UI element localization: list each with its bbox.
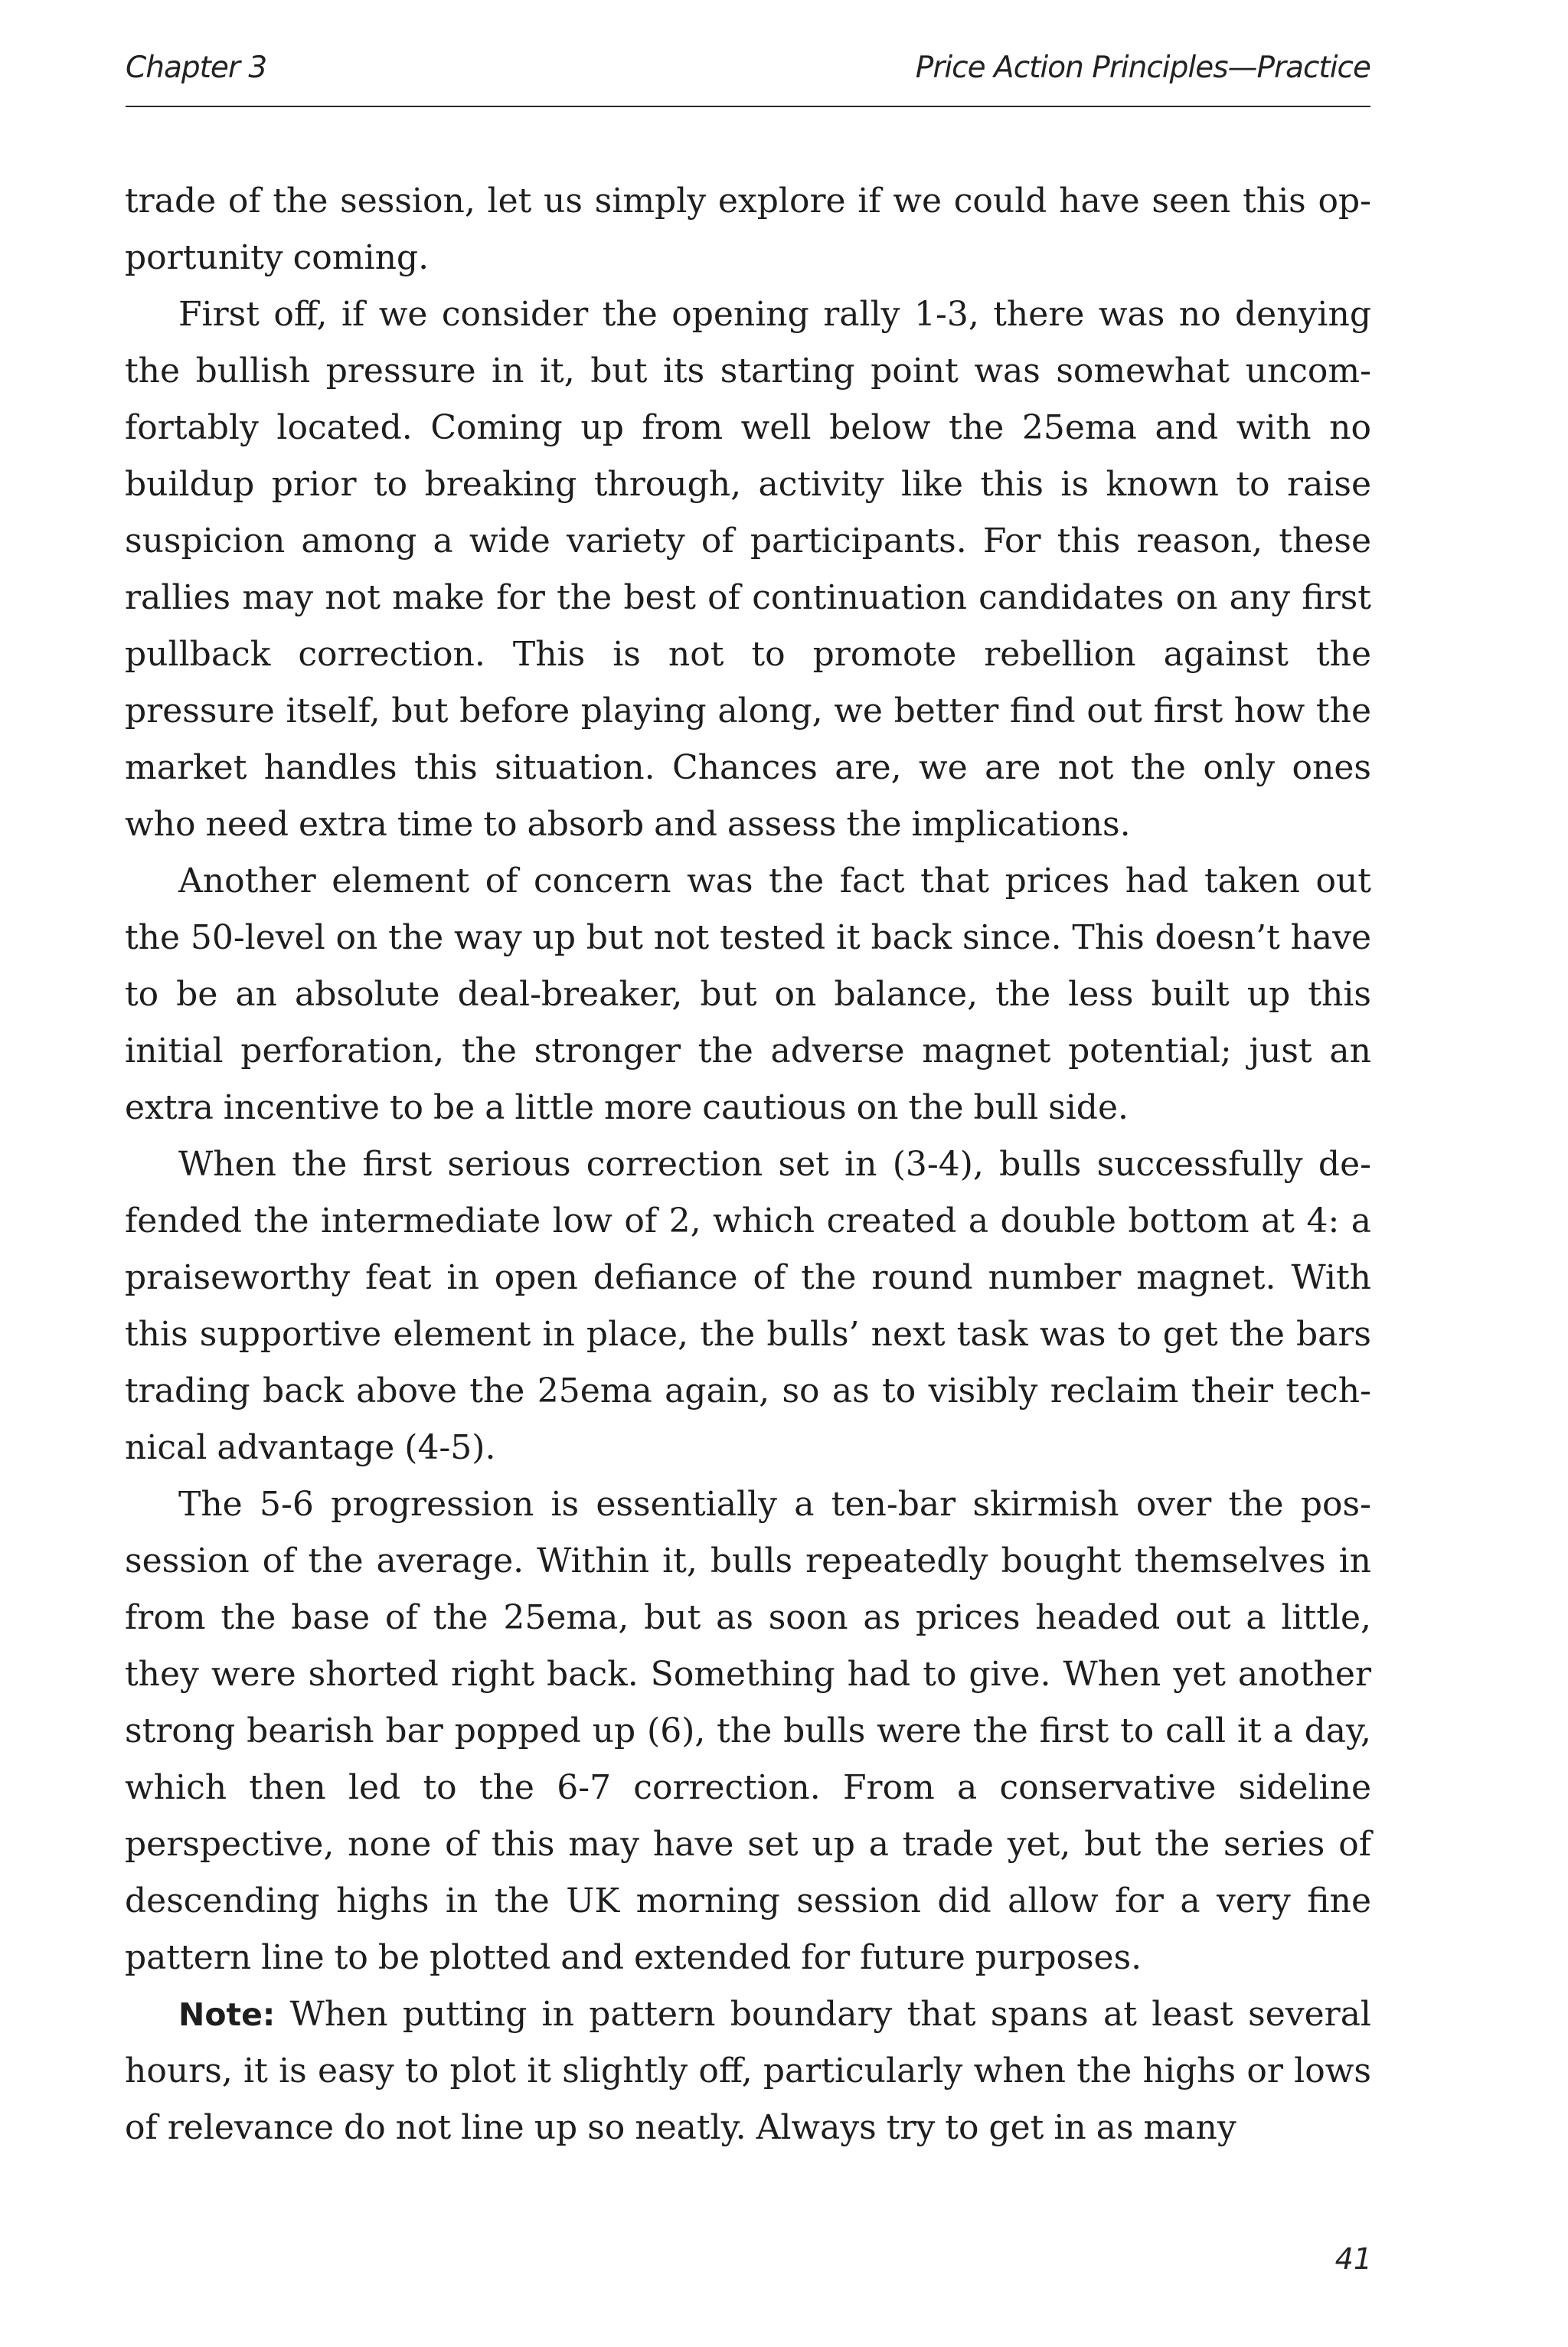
paragraph: trade of the session, let us simply explore if we could have seen this opportunity coming. [125,181,1371,277]
note-text: When putting in pattern boundary that spans at least several hours, it is easy to plot it slightly off, particularly when the highs or lows of relevance do not line up so neatly. Always try to get in as many [125,1995,1371,2147]
paragraph: When the first serious correction set in (3-4), bulls successfully defended the intermediate low of 2, which created a double bottom at 4: a praiseworthy feat in open defiance of the round number magnet. With this supportive element in place, the bulls’ next task was to get the bars trading back above the 25ema again, so as to visibly reclaim their technical advantage (4-5). [125,1145,1371,1467]
section-title: Price Action Principles—Practice [915,51,1370,85]
chapter-label: Chapter 3 [126,51,267,85]
header-rule [126,106,1370,107]
paragraph: First off, if we consider the opening rally 1-3, there was no denying the bullish pressure in it, but its starting point was somewhat uncomfortably located. Coming up from well below the 25ema and with no buildup prior to breaking through, activity like this is known to raise suspicion among a wide variety of participants. For this reason, these rallies may not make for the best of continuation candidates on any first pullback correction. This is not to promote rebellion against the pressure itself, but before playing along, we better find out first how the market handles this situation. Chances are, we are not the only ones who need extra time to absorb and assess the implications. [125,295,1371,844]
paragraph: Another element of concern was the fact that prices had taken out the 50-level on the way up but not tested it back since. This doesn’t have to be an absolute deal-breaker, but on balance, the less built up this initial perforation, the stronger the adverse magnet potential; just an extra incentive to be a little more cautious on the bull side. [125,861,1371,1127]
body-text [125,173,1371,2156]
running-head [126,51,1370,101]
paragraph: The 5-6 progression is essentially a ten-bar skirmish over the possession of the average. Within it, bulls repeatedly bought themselves in from the base of the 25ema, but as soon as prices headed out a little, they were shorted right back. Something had to give. When yet another strong bearish bar popped up (6), the bulls were the first to call it a day, which then led to the 6-7 correction. From a conservative sideline perspective, none of this may have set up a trade yet, but the series of descending highs in the UK morning session did allow for a very fine pattern line to be plotted and extended for future purposes. [125,1485,1371,1977]
note-paragraph [125,1986,1371,2156]
page-number: 41 [1334,2242,1372,2276]
note-label: Note: [178,1996,276,2033]
